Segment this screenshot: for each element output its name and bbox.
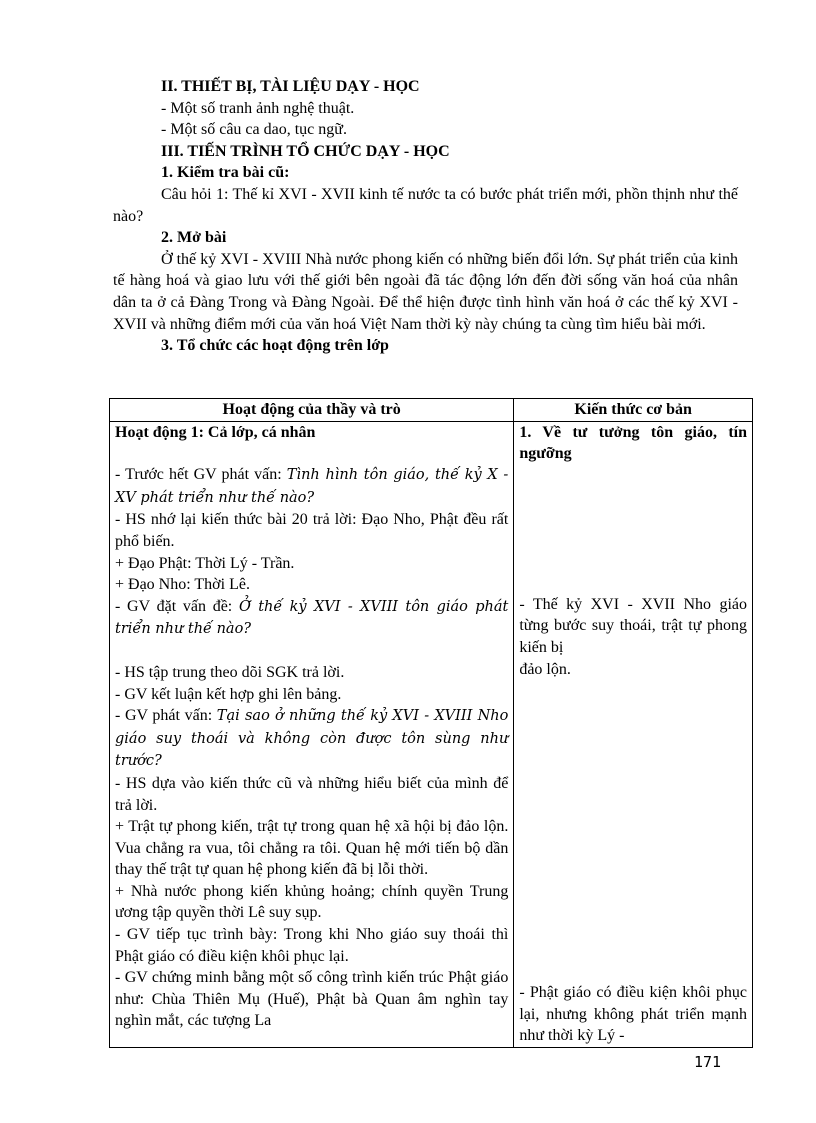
activities-cell bbox=[110, 421, 514, 1047]
subheading-review: 1. Kiểm tra bài cũ: bbox=[161, 164, 290, 182]
activity-step: - Trước hết GV phát vấn: Tình hình tôn giáo, thế kỷ X - XV phát triển như thế nào? bbox=[115, 466, 509, 506]
activity-step: - HS nhớ lại kiến thức bài 20 trả lời: Đạo Nho, Phật đều rất phổ biến. bbox=[115, 511, 509, 550]
section-heading-equipment: II. THIẾT BỊ, TÀI LIỆU DẠY - HỌC bbox=[161, 78, 420, 95]
subheading-activities: 3. Tổ chức các hoạt động trên lớp bbox=[161, 337, 389, 355]
knowledge-point-continued: đảo lộn. bbox=[519, 660, 571, 678]
knowledge-point: - Phật giáo có điều kiện khôi phục lại, nhưng không phát triển mạnh như thời kỳ Lý - bbox=[519, 984, 747, 1045]
lesson-intro bbox=[113, 76, 738, 357]
column-header-activities: Hoạt động của thầy và trò bbox=[110, 399, 514, 422]
page-number: 171 bbox=[694, 1053, 722, 1071]
activity-step: + Trật tự phong kiến, trật tự trong quan hệ xã hội bị đảo lộn. Vua chẳng ra vua, tôi chẳng ra tôi. Quan hệ mới tiến bộ dần thay thế trật tự quan hệ phong kiến đã bị lỗi thời. bbox=[115, 818, 509, 879]
equipment-item: - Một số tranh ảnh nghệ thuật. bbox=[161, 99, 355, 117]
activity-step: - HS tập trung theo dõi SGK trả lời. bbox=[115, 663, 345, 681]
activity-step: + Nhà nước phong kiến khủng hoảng; chính quyền Trung ương tập quyền thời Lê suy sụp. bbox=[115, 882, 509, 922]
opening-paragraph: Ở thế kỷ XVI - XVIII Nhà nước phong kiến có những biến đổi lớn. Sự phát triển của kinh tế hàng hoá và giao lưu với thế giới bên ngoài đã tác động lớn đến đời sống văn hoá của nhân dân ta ở cả Đàng Trong và Đàng Ngoài. Để thể hiện được tình hình văn hoá ở các thế kỷ XVI - XVII và những điểm mới của văn hoá Việt Nam thời kỳ này chúng ta cùng tìm hiểu bài mới. bbox=[113, 250, 738, 333]
activity-step: - GV tiếp tục trình bày: Trong khi Nho giáo suy thoái thì Phật giáo có điều kiện khôi phục lại. bbox=[115, 926, 509, 965]
activity-step: - HS dựa vào kiến thức cũ và những hiểu biết của mình để trả lời. bbox=[115, 774, 509, 814]
section-heading-process: III. TIẾN TRÌNH TỔ CHỨC DẠY - HỌC bbox=[161, 142, 450, 160]
activity-step: + Đạo Phật: Thời Lý - Trần. bbox=[115, 554, 295, 572]
activity-step: - GV kết luận kết hợp ghi lên bảng. bbox=[115, 685, 342, 703]
activity-step: - GV đặt vấn đề: Ở thế kỷ XVI - XVIII tôn giáo phát triển như thế nào? bbox=[115, 597, 509, 638]
knowledge-title: 1. Về tư tưởng tôn giáo, tín ngưỡng bbox=[519, 423, 747, 463]
activity-step: + Đạo Nho: Thời Lê. bbox=[115, 576, 250, 594]
activity-table bbox=[109, 398, 753, 1048]
activity-step: - GV chứng minh bằng một số công trình kiến trúc Phật giáo như: Chùa Thiên Mụ (Huế), Phật bà Quan âm nghìn tay nghìn mắt, các tượng La bbox=[115, 969, 509, 1030]
review-question: Câu hỏi 1: Thế kỉ XVI - XVII kinh tế nước ta có bước phát triển mới, phồn thịnh như thế nào? bbox=[113, 185, 738, 225]
table-row bbox=[110, 421, 753, 1047]
activity-title: Hoạt động 1: Cả lớp, cá nhân bbox=[115, 423, 316, 441]
activity-step: - GV phát vấn: Tại sao ở những thế kỷ XVI - XVIII Nho giáo suy thoái và không còn được tôn sùng như trước? bbox=[115, 707, 509, 770]
column-header-knowledge: Kiến thức cơ bản bbox=[514, 399, 753, 422]
table-header-row bbox=[110, 399, 753, 422]
knowledge-point: - Thế kỷ XVI - XVII Nho giáo từng bước suy thoái, trật tự phong kiến bị bbox=[519, 595, 747, 656]
subheading-opening: 2. Mở bài bbox=[161, 229, 227, 247]
equipment-item: - Một số câu ca dao, tục ngữ. bbox=[161, 121, 347, 139]
knowledge-cell bbox=[514, 421, 753, 1047]
